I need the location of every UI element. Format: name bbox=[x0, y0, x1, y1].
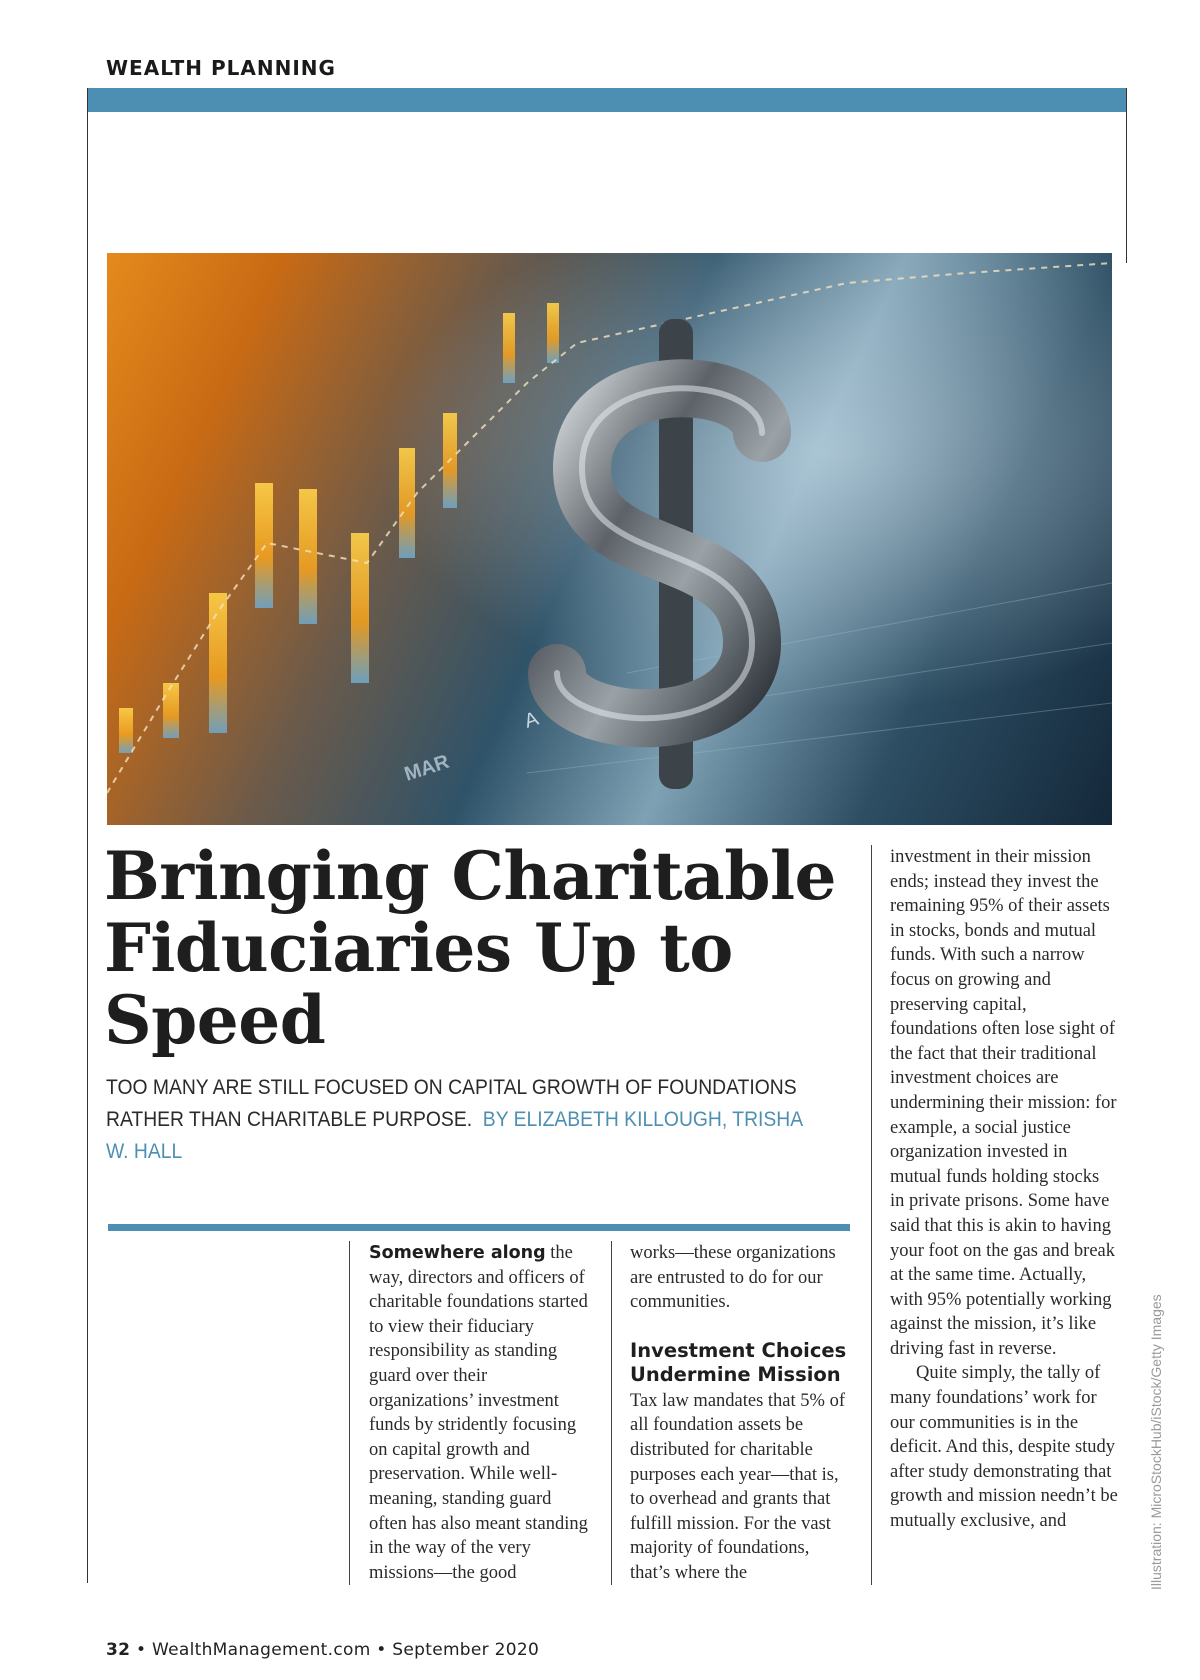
hero-month-label: MAR bbox=[401, 750, 452, 786]
col2-text: works—these organizations are entrusted to do for our communities. bbox=[630, 1243, 836, 1313]
lead-in: Somewhere along bbox=[369, 1243, 546, 1263]
hero-illustration bbox=[107, 253, 1112, 825]
hero-partial-label: A bbox=[521, 707, 542, 733]
byline: BY ELIZABETH KILLOUGH, TRISHA W. HALL bbox=[106, 1108, 803, 1163]
header-color-bar bbox=[87, 88, 1127, 112]
column-rule-2 bbox=[611, 1241, 612, 1585]
divider-rule bbox=[108, 1224, 850, 1231]
column-rule-3 bbox=[871, 845, 872, 1585]
body-column-2 bbox=[630, 1241, 850, 1586]
frame-right-rule bbox=[1126, 88, 1127, 263]
hero-chart-graphic bbox=[107, 253, 1112, 825]
body-paragraph bbox=[369, 1241, 589, 1585]
section-subhead: Investment Choices Undermine Mission bbox=[630, 1338, 847, 1386]
col3-text: investment in their mission ends; instead they invest the remaining 95% of their assets in stocks, bonds and mutual funds. With such a narrow focus on growing and preserving capital, foundations often lose sight of the fact that their traditional investment choices are undermining their mission: for example, a social justice organization invested in mutual funds holding stocks in private prisons. Some have said that this is akin to having your foot on the gas and break at the same time. Actually, with 95% potentially working against the mission, it’s like driving fast in reverse. bbox=[890, 847, 1117, 1359]
footer-text: • WealthManagement.com • September 2020 bbox=[130, 1640, 540, 1660]
page-footer bbox=[106, 1640, 539, 1660]
section-label: WEALTH PLANNING bbox=[106, 56, 336, 80]
article-deck bbox=[106, 1072, 805, 1168]
col1-text: the way, directors and officers of charitable foundations started to view their fiduciary responsibility as standing guard over their organizations’ investment funds by stridently focusing on capital growth and preservation. While well-meaning, standing guard often has also meant standing in the way of the very missions—the good bbox=[369, 1243, 588, 1583]
article-headline: Bringing Charitable Fiduciaries Up to Speed bbox=[104, 837, 837, 1059]
body-column-3 bbox=[890, 845, 1118, 1534]
body-column-1 bbox=[369, 1241, 589, 1585]
frame-left-rule bbox=[87, 88, 88, 1583]
deck-text: TOO MANY ARE STILL FOCUSED ON CAPITAL GROWTH OF FOUNDATIONS RATHER THAN CHARITABLE PURPOSE. bbox=[106, 1076, 797, 1131]
column-rule-1 bbox=[349, 1241, 350, 1585]
col2-after: Tax law mandates that 5% of all foundation assets be distributed for charitable purposes each year—that is, to overhead and grants that fulfill mission. For the vast majority of foundations, that’s where the bbox=[630, 1390, 845, 1583]
col3-paragraph-2: Quite simply, the tally of many foundations’ work for our communities is in the deficit. And this, despite study after study demonstrating that growth and mission needn’t be mutually exclusive, and bbox=[890, 1363, 1118, 1532]
image-credit: Illustration: MicroStockHub/iStock/Getty Images bbox=[1148, 1294, 1164, 1590]
page-number: 32 bbox=[106, 1640, 131, 1660]
